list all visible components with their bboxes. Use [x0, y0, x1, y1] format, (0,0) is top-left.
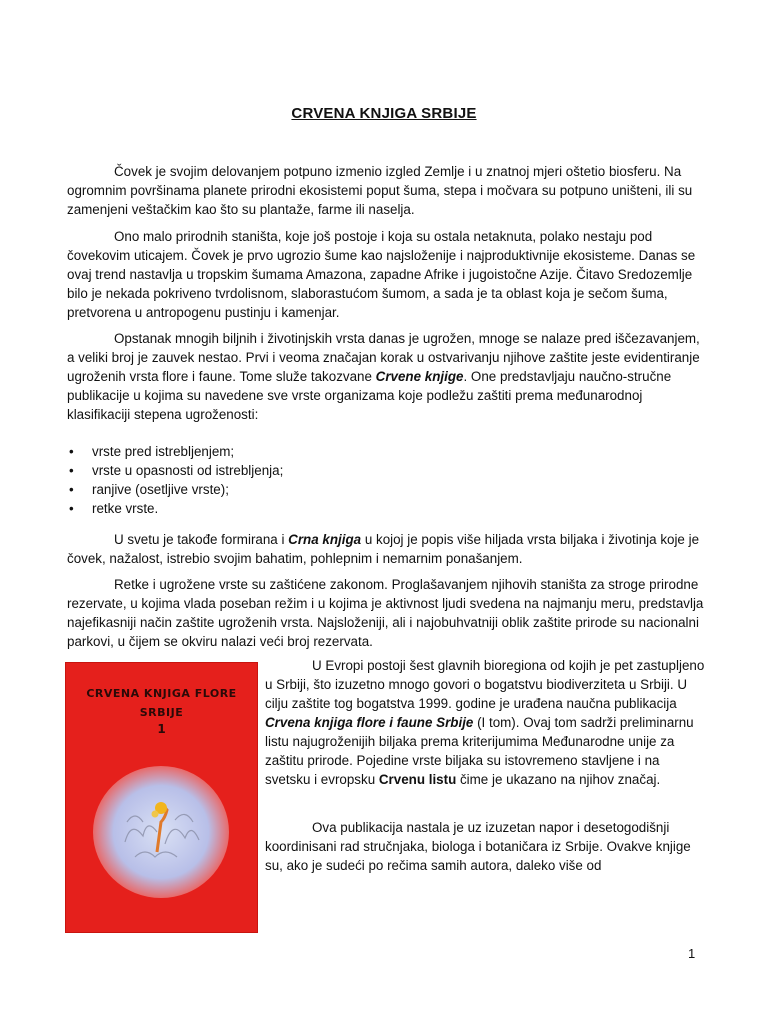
list-item: [67, 442, 567, 461]
bullet-marker: •: [69, 444, 74, 459]
paragraph-3-text-a: Opstanak mnogih biljnih i životinjskih vrsta danas je ugrožen, mnoge se nalaze pred iščezavanjem, a veliki broj je zauvek nestao. Prvi i veoma značajan korak u ostvarivanju njihove zaštite jeste evidentiranje ugroženih vrsta flore i faune. Tome služe takozvane: [67, 331, 700, 384]
paragraph-4-emphasis: Crna knjiga: [288, 532, 362, 547]
list-item: [67, 499, 567, 518]
paragraph-7: Ova publikacija nastala je uz izuzetan napor i desetogodišnji koordinisani rad stručnjaka, biologa i botaničara iz Srbije. Ovakve knjige su, ako je sudeći po rečima samih autora, daleko više od: [265, 820, 691, 873]
threat-category-list: [67, 442, 567, 518]
paragraph-1: Čovek je svojim delovanjem potpuno izmenio izgled Zemlje i u znatnoj mjeri oštetio biosferu. Na ogromnim površinama planete prirodni ekosistemi poput šuma, stepa i močvara su potpuno uništeni, ili su zamenjeni veštačkim kao što su plantaže, farme ili naselja.: [67, 164, 693, 217]
paragraph-6-text-a: U Evropi postoji šest glavnih bioregiona od kojih je pet zastupljeno u Srbiji, što izuzetno mnogo govori o bogatstvu biodiverziteta u Srbiji. U cilju zaštite tog bogatstva 1999. godine je urađena naučna publikacija: [265, 658, 705, 711]
paragraph-6: [265, 656, 705, 789]
paragraph-3-emphasis: Crvene knjige: [375, 369, 464, 384]
list-item-text: retke vrste.: [92, 501, 159, 516]
paragraph-3-text-b: . One predstavljaju naučno-stručne publikacije u kojima su navedene sve vrste organizama koje podležu zaštiti prema međunarodnoj klasifikaciji stepena ugroženosti:: [67, 369, 672, 422]
bullet-marker: •: [69, 501, 74, 516]
page-title: CRVENA KNJIGA SRBIJE: [291, 105, 477, 122]
bullet-marker: •: [69, 482, 74, 497]
book-cover-title: CRVENA KNJIGA FLORE SRBIJE: [86, 687, 237, 719]
list-item: [67, 480, 567, 499]
paragraph-5: Retke i ugrožene vrste su zaštićene zakonom. Proglašavanjem njihovih staništa za stroge prirodne rezervate, u kojima vlada poseban režim i u kojima je aktivnost ljudi svedena na najmanju meru, predstavlja najefikasniji način zaštite ugroženih vrsta. Najsloženiji, ali i najobuhvatniji oblik zaštite prirode su nacionalni parkovi, u čijem se okviru nalazi veći broj rezervata.: [67, 577, 704, 649]
paragraph-6-text-c: čime je ukazano na njihov značaj.: [456, 772, 661, 787]
paragraph-6-emphasis: Crvena knjiga flore i faune Srbije: [265, 715, 474, 730]
paragraph-3: [67, 329, 707, 424]
page-number: 1: [688, 946, 696, 961]
list-item-text: vrste pred istrebljenjem;: [92, 444, 235, 459]
list-item-text: vrste u opasnosti od istrebljenja;: [92, 463, 284, 478]
bullet-marker: •: [69, 463, 74, 478]
paragraph-4: [67, 530, 707, 568]
paragraph-4-text-b: u kojoj je popis više hiljada vrsta biljaka i životinja koje je čovek, nažalost, istrebio svojim bahatim, pohlepnim i nemarnim ponašanjem.: [67, 532, 700, 566]
paragraph-6-bold: Crvenu listu: [378, 772, 457, 787]
book-cover-emblem: [65, 662, 258, 933]
paragraph-6-text-b: (I tom). Ovaj tom sadrži preliminarnu listu najugroženijih biljaka prema kriterijumima Međunarodne unije za zaštitu prirode. Pojedine vrste biljaka su istovremeno stavljene i na svetsku i evropsku: [265, 715, 694, 787]
paragraph-2: Ono malo prirodnih staništa, koje još postoje i koja su ostala netaknuta, polako nestaju pod čovekovim uticajem. Čovek je prvo ugrozio šume kao najsloženije i najproduktivnije ekosisteme. Danas se ovaj trend nastavlja u tropskim šumama Amazona, zapadne Afrike i jugoistočne Azije. Čitavo Sredozemlje bilo je nekada pokriveno tvrdolisnom, slaborastućom šumom, a sada je ta oblast koja je sečom šuma, pretvorena u antropogenu pustinju i kamenjar.: [67, 229, 696, 320]
list-item: [67, 461, 567, 480]
book-cover-image: [65, 662, 258, 933]
list-item-text: ranjive (osetljive vrste);: [92, 482, 229, 497]
paragraph-4-text-a: U svetu je takođe formirana i: [114, 532, 289, 547]
book-cover-volume: 1: [157, 722, 166, 736]
